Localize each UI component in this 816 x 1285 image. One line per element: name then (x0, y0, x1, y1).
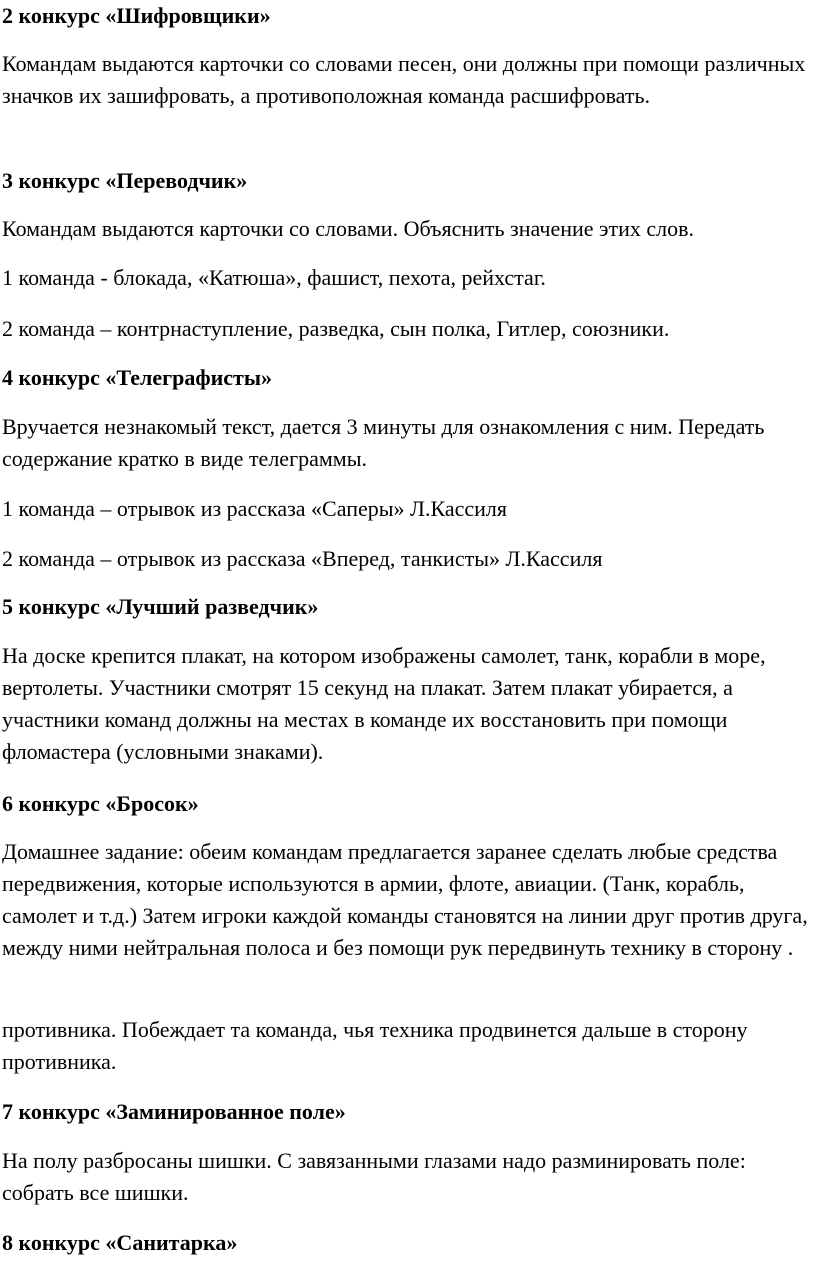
paragraph: 2 команда – контрнаступление, разведка, сын полка, Гитлер, союзники. (2, 316, 670, 341)
heading-contest-2: 2 конкурс «Шифровщики» (2, 3, 271, 28)
paragraph: На полу разбросаны шишки. С завязанными глазами надо разминировать поле: собрать все шишки. (2, 1148, 746, 1205)
heading-contest-3: 3 конкурс «Переводчик» (2, 168, 248, 193)
heading-contest-4: 4 конкурс «Телеграфисты» (2, 365, 273, 390)
heading-contest-5: 5 конкурс «Лучший разведчик» (2, 594, 319, 619)
paragraph: Домашнее задание: обеим командам предлагается заранее сделать любые средства передвижения, которые используются в армии, флоте, авиации. (Танк, корабль, самолет и т.д.) Затем игроки каждой команды становятся на линии друг против друга, между ними нейтральная полоса и без помощи рук передвинуть технику в сторону . (2, 839, 808, 960)
paragraph: Командам выдаются карточки со словами. Объяснить значение этих слов. (2, 216, 695, 241)
paragraph: 2 команда – отрывок из рассказа «Вперед, танкисты» Л.Кассиля (2, 546, 603, 571)
heading-contest-6: 6 конкурс «Бросок» (2, 791, 199, 816)
heading-contest-8: 8 конкурс «Санитарка» (2, 1230, 238, 1255)
paragraph: На доске крепится плакат, на котором изображены самолет, танк, корабли в море, вертолеты. Участники смотрят 15 секунд на плакат. Затем плакат убирается, а участники команд должны на местах в команде их восстановить при помощи фломастера (условными знаками). (2, 643, 766, 764)
paragraph: 1 команда - блокада, «Катюша», фашист, пехота, рейхстаг. (2, 265, 546, 290)
paragraph: 1 команда – отрывок из рассказа «Саперы» Л.Кассиля (2, 496, 507, 521)
paragraph: Вручается незнакомый текст, дается 3 минуты для ознакомления с ним. Передать содержание кратко в виде телеграммы. (2, 414, 765, 471)
heading-contest-7: 7 конкурс «Заминированное поле» (2, 1099, 346, 1124)
paragraph: Командам выдаются карточки со словами песен, они должны при помощи различных значков их зашифровать, а противоположная команда расшифровать. (2, 51, 806, 108)
paragraph: противника. Побеждает та команда, чья техника продвинется дальше в сторону противника. (2, 1017, 748, 1074)
